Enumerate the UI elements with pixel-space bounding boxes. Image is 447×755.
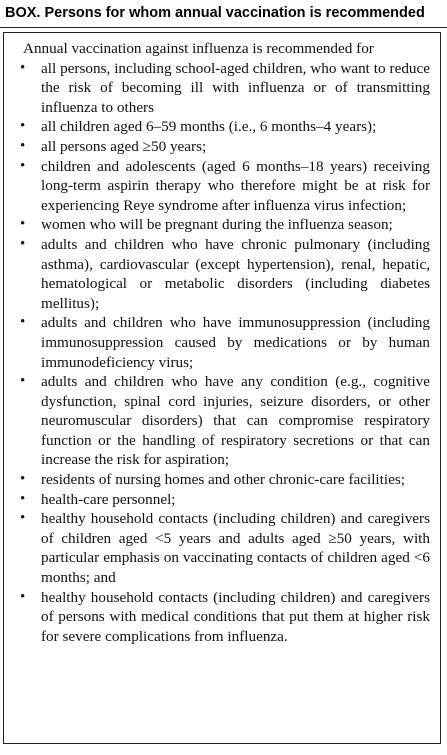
bullet-icon: • [20,216,26,233]
bullet-icon: • [20,137,26,154]
bullet-icon: • [20,118,26,135]
list-item-text: adults and children who have immunosuppression (including immunosuppression caused by medications or by human immunodeficiency virus; [41,314,430,371]
bullet-icon: • [20,157,26,174]
list-item-text: adults and children who have any condition (e.g., cognitive dysfunction, spinal cord injuries, seizure disorders, or other neuromuscular disorders) that can compromise respiratory function or the handling of respiratory secretions or that can increase the risk for aspiration; [41,373,430,469]
list-item [17,59,430,118]
list-item-text: women who will be pregnant during the influenza season; [41,216,393,234]
intro-text: Annual vaccination against influenza is recommended for [23,40,374,57]
list-item [17,509,430,587]
list-item-text: all children aged 6–59 months (i.e., 6 months–4 years); [41,118,377,136]
bullet-icon: • [20,471,26,488]
list-item [17,215,430,235]
list-item-text: adults and children who have chronic pulmonary (including asthma), cardiovascular (except hypertension), renal, hepatic, hematological or metabolic disorders (including diabetes mellitus); [41,235,430,312]
list-item [17,137,430,157]
list-item [17,470,430,490]
box-title: BOX. Persons for whom annual vaccination is recommended [0,2,447,28]
bullet-icon: • [20,373,26,390]
list-item-text: healthy household contacts (including children) and caregivers of persons with medical conditions that put them at higher risk for severe complications from influenza. [41,588,430,645]
recommendation-list [17,59,430,647]
bullet-icon: • [20,510,26,527]
list-item [17,372,430,470]
bullet-icon: • [20,235,26,252]
list-item [17,117,430,137]
list-item-text: all persons aged ≥50 years; [41,137,207,155]
list-item [17,490,430,510]
list-item-text: healthy household contacts (including children) and caregivers of children aged <5 years and adults aged ≥50 years, with particular emphasis on vaccinating contacts of children aged <6 months; and [41,510,430,587]
list-item-text: all persons, including school-aged children, who want to reduce the risk of becoming ill with influenza or of transmitting influenza to others [41,59,430,116]
list-item-text: health-care personnel; [41,490,176,508]
list-item [17,157,430,216]
list-item [17,588,430,647]
bullet-icon: • [20,490,26,507]
list-item [17,235,430,313]
list-item-text: children and adolescents (aged 6 months–18 years) receiving long-term aspirin therapy who therefore might be at risk for experiencing Reye syndrome after influenza virus infection; [41,157,430,214]
bullet-icon: • [20,59,26,76]
list-item-text: residents of nursing homes and other chronic-care facilities; [41,471,405,489]
recommendation-box [3,32,441,744]
list-item [17,313,430,372]
bullet-icon: • [20,314,26,331]
bullet-icon: • [20,588,26,605]
